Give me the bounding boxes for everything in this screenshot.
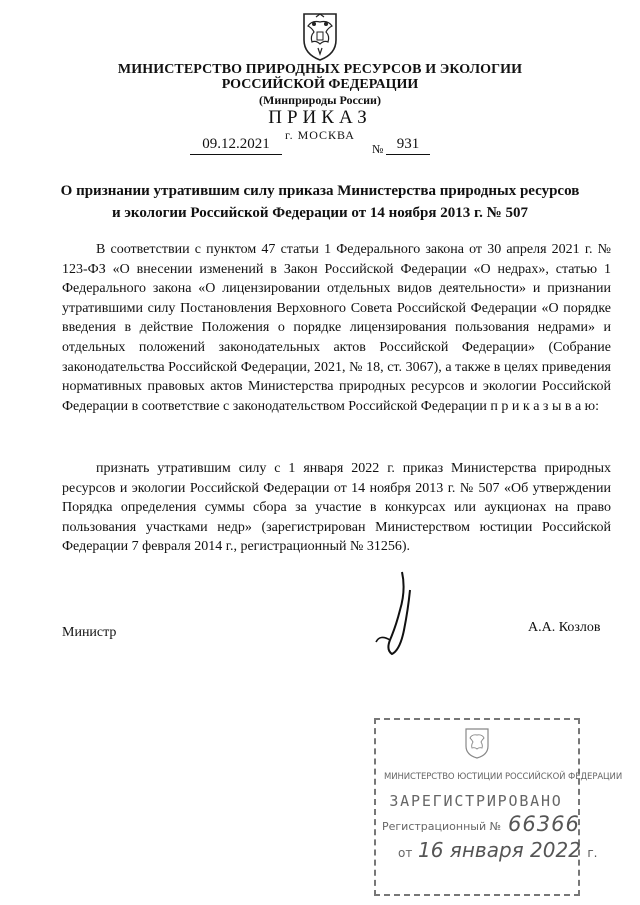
coat-of-arms-icon (298, 10, 342, 62)
stamp-ministry-line: МИНИСТЕРСТВО ЮСТИЦИИ РОССИЙСКОЙ ФЕДЕРАЦИИ (384, 772, 623, 782)
stamp-date-suffix: г. (587, 846, 598, 860)
signatory-name: А.А. Козлов (528, 620, 601, 635)
order-number: 931 (386, 136, 430, 155)
stamp-date-line (398, 846, 412, 860)
ministry-name-line1: МИНИСТЕРСТВО ПРИРОДНЫХ РЕСУРСОВ И ЭКОЛОГИИ (117, 62, 523, 77)
body-paragraph-2: признать утратившим силу с 1 января 2022 г. приказ Министерства природных ресурсов и экологии Российской Федерации от 14 ноября 2013 г. № 507 «Об утверждении Порядка определения суммы сбора за участие в конкурсах или аукционах на право пользования участками недр» (зарегистрирован Министерством юстиции Российской Федерации 7 февраля 2014 г., регистрационный № 31256). (62, 461, 611, 555)
stamp-date-value: 16 января 2022 (418, 838, 581, 862)
stamp-registered-label: ЗАРЕГИСТРИРОВАНО (389, 792, 563, 810)
number-sign: № (372, 142, 384, 156)
ministry-name-line2: РОССИЙСКОЙ ФЕДЕРАЦИИ (221, 77, 419, 92)
stamp-reg-label: Регистрационный № (382, 820, 502, 833)
ministry-short-name: (Минприроды России) (259, 93, 381, 107)
document-type-title: ПРИКАЗ (268, 107, 372, 128)
stamp-date-prefix: от (398, 846, 413, 860)
handwritten-signature (330, 570, 490, 660)
body-paragraph-1: В соответствии с пунктом 47 статьи 1 Федерального закона от 30 апреля 2021 г. № 123-ФЗ «О внесении изменений в Закон Российской Федерации «О недрах», статью 1 Федерального закона «О лицензировании отдельных видов деятельности» и признании утратившими силу Постановления Верховного Совета Российской Федерации «О порядке введения в действие Положения о порядке лицензирования пользования недрами» и отдельных положений законодательных актов Российской Федерации» (Собрание законодательства Российской Федерации, 2021, № 18, ст. 3067), а также в целях приведения нормативных правовых актов Министерства природных ресурсов и экологии Российской Федерации в соответствие с законодательством Российской Федерации п р и к а з ы в а ю: (62, 242, 611, 414)
subject-line1: О признании утратившим силу приказа Министерства природных ресурсов (60, 183, 580, 199)
city-label: г. МОСКВА (285, 128, 355, 142)
subject-line2: и экологии Российской Федерации от 14 ноября 2013 г. № 507 (112, 205, 528, 221)
stamp-emblem-icon (462, 726, 492, 760)
order-date: 09.12.2021 (190, 136, 282, 155)
registration-stamp (374, 718, 623, 896)
stamp-reg-number: 66366 (508, 812, 580, 836)
signatory-position: Министр (62, 625, 117, 640)
order-subject (50, 180, 590, 224)
stamp-handwritten-date (418, 838, 597, 862)
